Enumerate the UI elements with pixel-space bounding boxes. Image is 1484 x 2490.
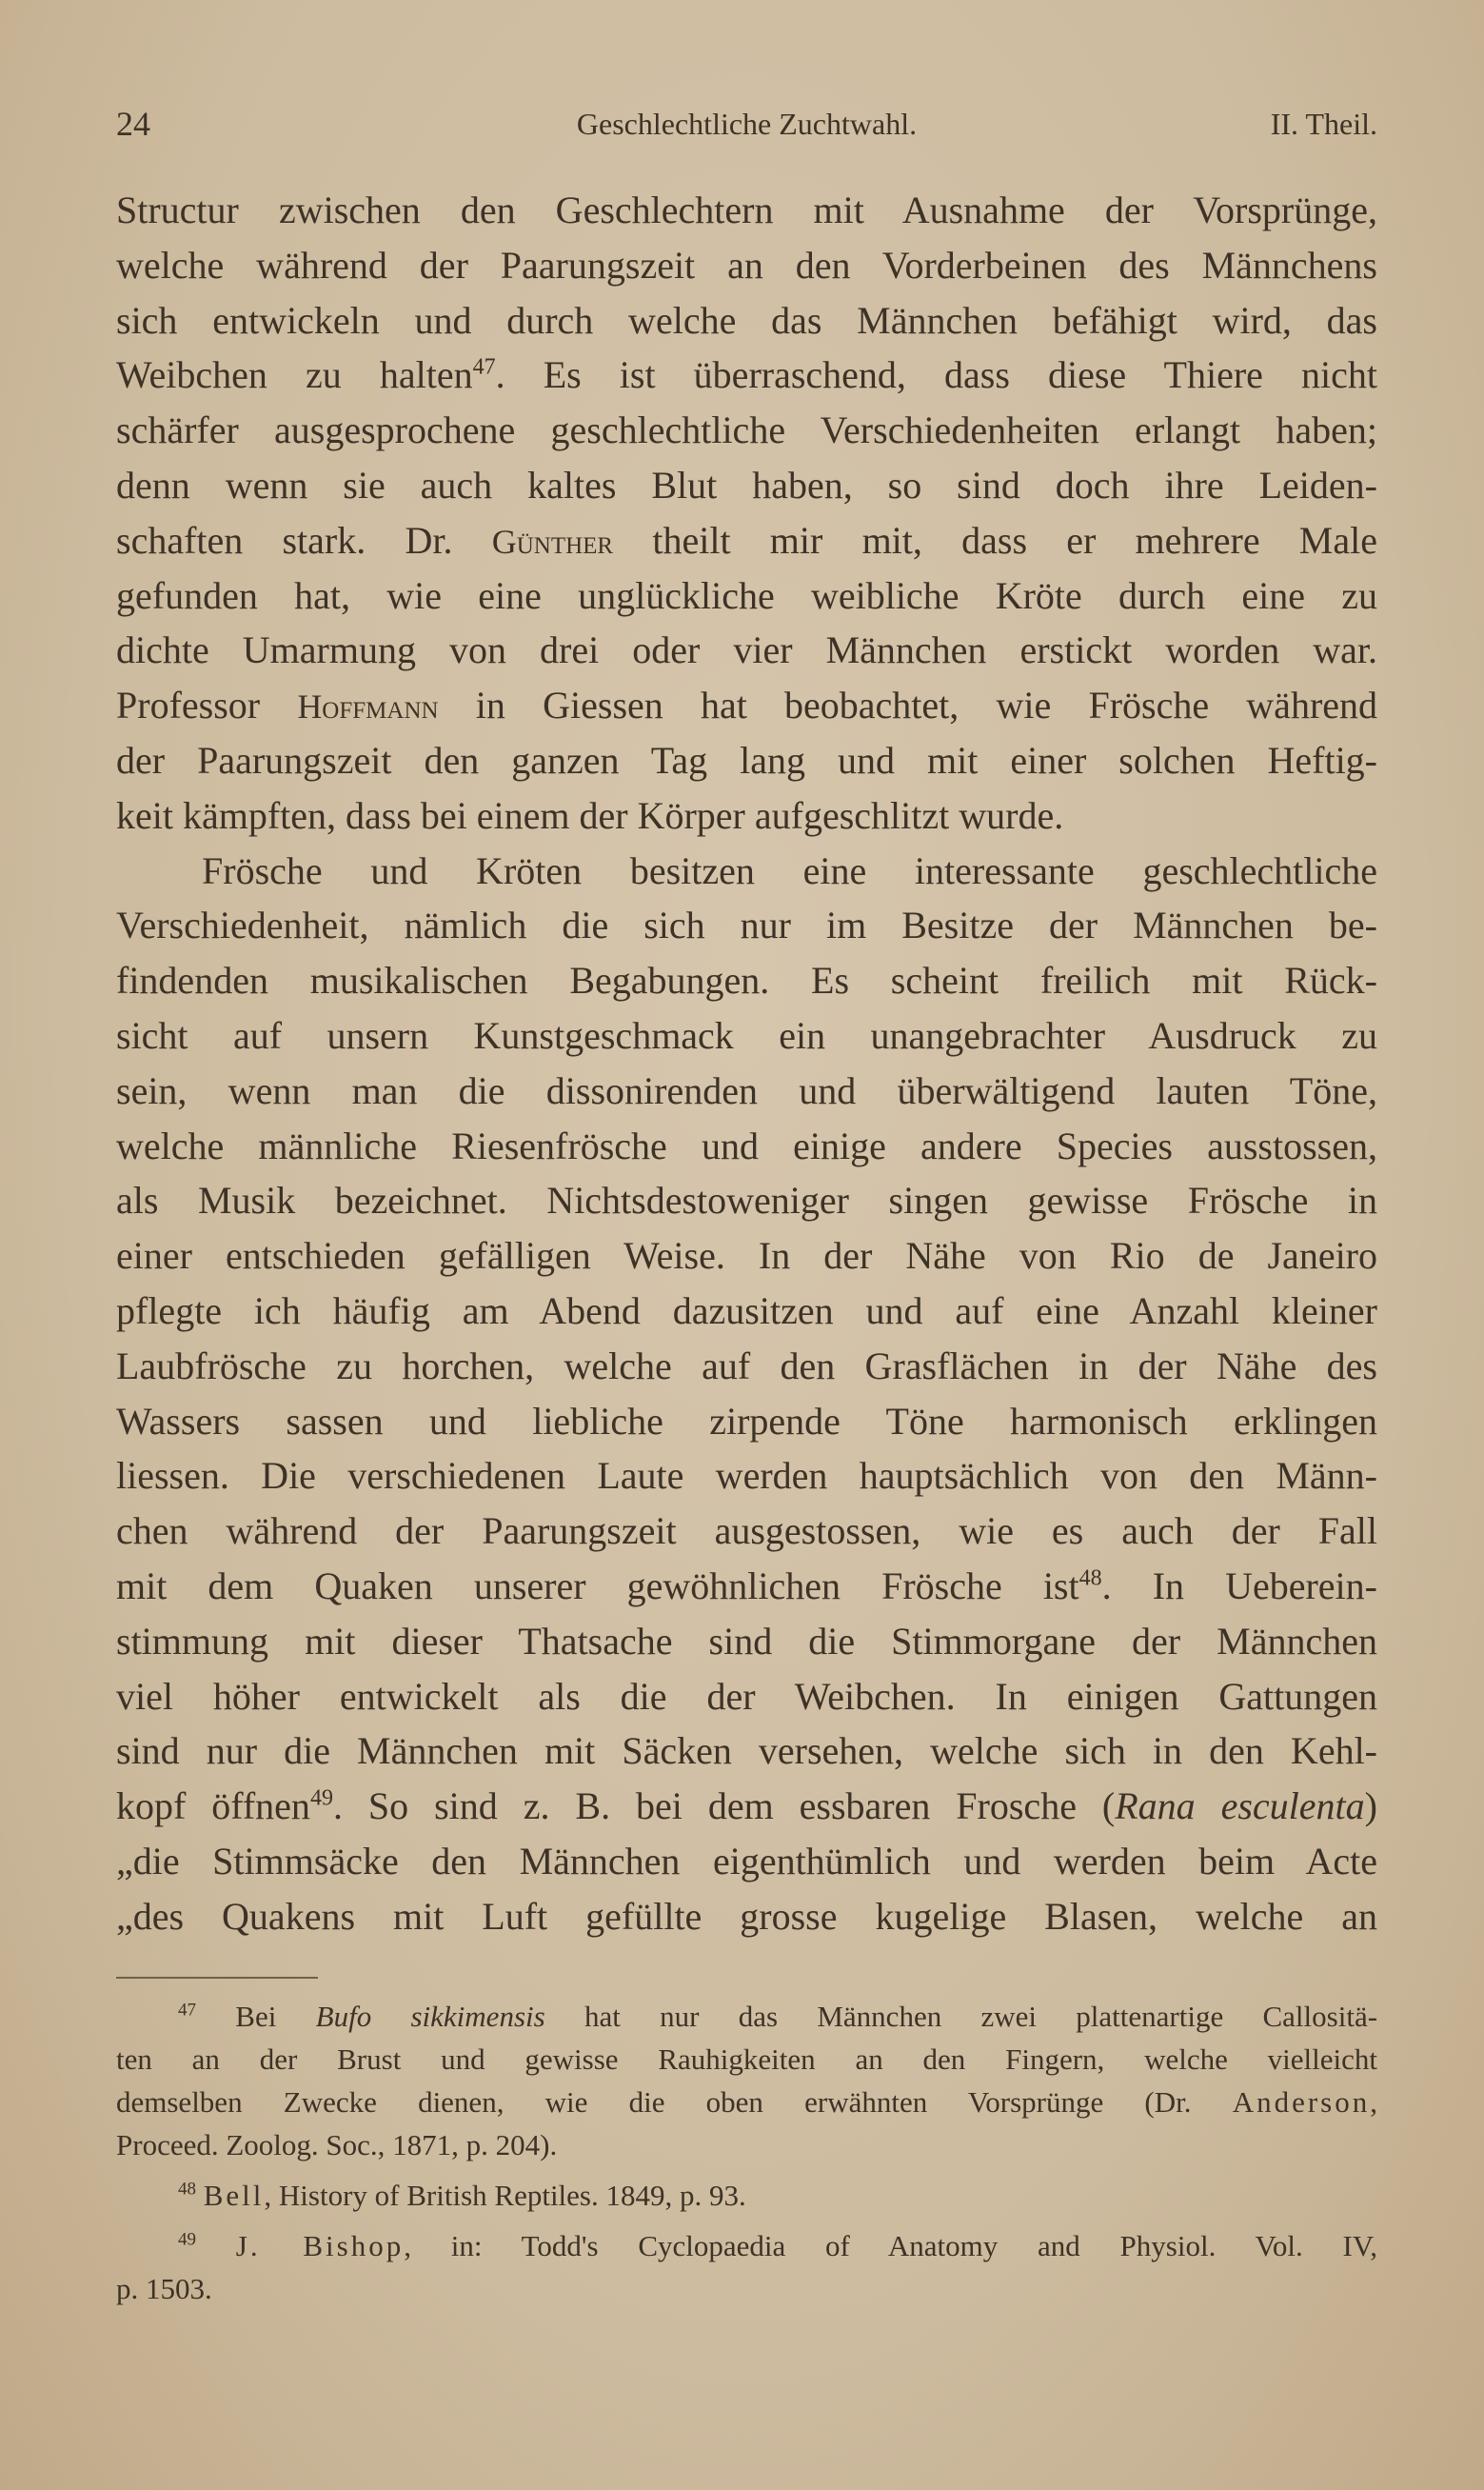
text-line: gefunden hat, wie eine unglückliche weibliche Kröte durch eine zu — [116, 573, 1377, 617]
text-line: Structur zwischen den Geschlechtern mit Ausnahme der Vorsprünge, — [116, 189, 1377, 231]
author-name: J. Bishop — [235, 2229, 405, 2262]
text-line — [116, 348, 1377, 403]
species-name: Rana esculenta — [1115, 1784, 1365, 1828]
running-header — [116, 95, 1377, 152]
text-segment: . In Ueberein- — [1101, 1564, 1377, 1607]
text-line: „des Quakens mit Luft gefüllte grosse kugelige Blasen, welche an — [116, 1894, 1377, 1938]
body-text — [116, 183, 1377, 1944]
author-name: Anderson — [1232, 2085, 1371, 2119]
footnote-ref: 47 — [472, 355, 496, 381]
page-number: 24 — [116, 105, 150, 143]
text-segment: mit dem Quaken unserer gewöhnlichen Frösche ist — [116, 1564, 1079, 1607]
text-line: einer entschieden gefälligen Weise. In der Nähe von Rio de Janeiro — [116, 1234, 1377, 1278]
text-segment: Professor — [116, 684, 261, 727]
text-line: chen während der Paarungszeit ausgestossen, wie es auch der Fall — [116, 1509, 1377, 1553]
footnote-number: 49 — [178, 2229, 196, 2250]
footnote-number: 48 — [178, 2179, 196, 2200]
footnotes — [116, 1995, 1377, 2310]
text-line: findenden musikalischen Begabungen. Es scheint freilich mit Rück- — [116, 959, 1377, 1003]
text-line: Frösche und Kröten besitzen eine interessante geschlechtliche — [202, 848, 1377, 892]
text-segment: Weibchen zu halten — [116, 353, 473, 397]
footnote-line: Proceed. Zoolog. Soc., 1871, p. 204). — [116, 2128, 558, 2161]
text-line: dichte Umarmung von drei oder vier Männchen erstickt worden war. — [116, 628, 1377, 672]
author-name: Günther — [491, 522, 614, 561]
text-segment: kopf öffnen — [116, 1784, 310, 1828]
text-line: viel höher entwickelt als die der Weibchen. In einigen Gattungen — [116, 1674, 1377, 1718]
text-segment: , in: Todd's Cyclopaedia of Anatomy and Physiol. Vol. IV, — [404, 2229, 1377, 2262]
text-segment: in Giessen hat beobachtet, wie Frösche während — [475, 684, 1377, 727]
footnote-line — [116, 1995, 1377, 2038]
text-segment: theilt mir mit, dass er mehrere Male — [652, 518, 1377, 562]
footnote-ref: 48 — [1078, 1565, 1102, 1591]
text-line: liessen. Die verschiedenen Laute werden hauptsächlich von den Männ- — [116, 1454, 1377, 1498]
text-line: der Paarungszeit den ganzen Tag lang und mit einer solchen Heftig- — [116, 738, 1377, 782]
footnote-line: p. 1503. — [116, 2272, 212, 2305]
species-name: Bufo sikkimensis — [315, 2000, 545, 2033]
text-segment: schaften stark. Dr. — [116, 518, 453, 562]
text-line — [116, 1779, 1377, 1834]
footnote-line — [116, 2081, 1377, 2123]
text-line: keit kämpften, dass bei einem der Körper aufgeschlitzt wurde. — [116, 793, 1064, 837]
text-line: pflegte ich häufig am Abend dazusitzen und auf eine Anzahl kleiner — [116, 1288, 1377, 1332]
text-line: „die Stimmsäcke den Männchen eigenthümlich und werden beim Acte — [116, 1839, 1377, 1882]
text-line: schärfer ausgesprochene geschlechtliche Verschiedenheiten erlangt haben; — [116, 408, 1377, 452]
text-line: Laubfrösche zu horchen, welche auf den Grasflächen in der Nähe des — [116, 1344, 1377, 1387]
text-line: sicht auf unsern Kunstgeschmack ein unangebrachter Ausdruck zu — [116, 1013, 1377, 1057]
text-segment: , — [1370, 2085, 1377, 2119]
footnote-line — [116, 2224, 1377, 2267]
part-label: II. Theil. — [1270, 107, 1377, 141]
text-line: welche männliche Riesenfrösche und einige andere Species ausstossen, — [116, 1124, 1377, 1167]
text-line: sich entwickeln und durch welche das Männchen befähigt wird, das — [116, 298, 1377, 342]
text-line — [116, 678, 1377, 733]
text-segment: Bei — [235, 2000, 277, 2033]
text-segment: demselben Zwecke dienen, wie die oben erwähnten Vorsprünge (Dr. — [116, 2085, 1192, 2119]
text-segment: . So sind z. B. bei dem essbaren Frosche ( — [332, 1784, 1116, 1828]
text-line: als Musik bezeichnet. Nichtsdestoweniger singen gewisse Frösche in — [116, 1179, 1377, 1223]
text-segment: , History of British Reptiles. 1849, p. 93. — [264, 2179, 746, 2212]
author-name: Bell — [203, 2179, 265, 2212]
footnote-ref: 49 — [309, 1785, 333, 1811]
text-segment: hat nur das Männchen zwei plattenartige Callositä- — [584, 2000, 1377, 2033]
text-line: stimmung mit dieser Thatsache sind die Stimmorgane der Männchen — [116, 1619, 1377, 1663]
text-line: Wassers sassen und liebliche zirpende Töne harmonisch erklingen — [116, 1399, 1377, 1443]
text-line — [116, 1559, 1377, 1614]
text-line — [116, 513, 1377, 568]
text-line: sein, wenn man die dissonirenden und überwältigend lauten Töne, — [116, 1068, 1377, 1112]
text-line: sind nur die Männchen mit Säcken versehen, welche sich in den Kehl- — [116, 1729, 1377, 1773]
author-name: Hoffmann — [297, 687, 439, 727]
footnote-line — [116, 2174, 1377, 2217]
footnote-line: ten an der Brust und gewisse Rauhigkeiten an den Fingern, welche vielleicht — [116, 2042, 1377, 2076]
text-line: Verschiedenheit, nämlich die sich nur im Besitze der Männchen be- — [116, 904, 1377, 947]
text-line: denn wenn sie auch kaltes Blut haben, so sind doch ihre Leiden- — [116, 463, 1377, 507]
text-line: welche während der Paarungszeit an den Vorderbeinen des Männchens — [116, 243, 1377, 287]
running-title: Geschlechtliche Zuchtwahl. — [576, 107, 918, 141]
footnote-divider — [116, 1977, 318, 1979]
text-segment: ) — [1364, 1784, 1377, 1828]
footnote-number: 47 — [178, 2000, 196, 2021]
text-segment: . Es ist überraschend, dass diese Thiere nicht — [495, 353, 1377, 397]
